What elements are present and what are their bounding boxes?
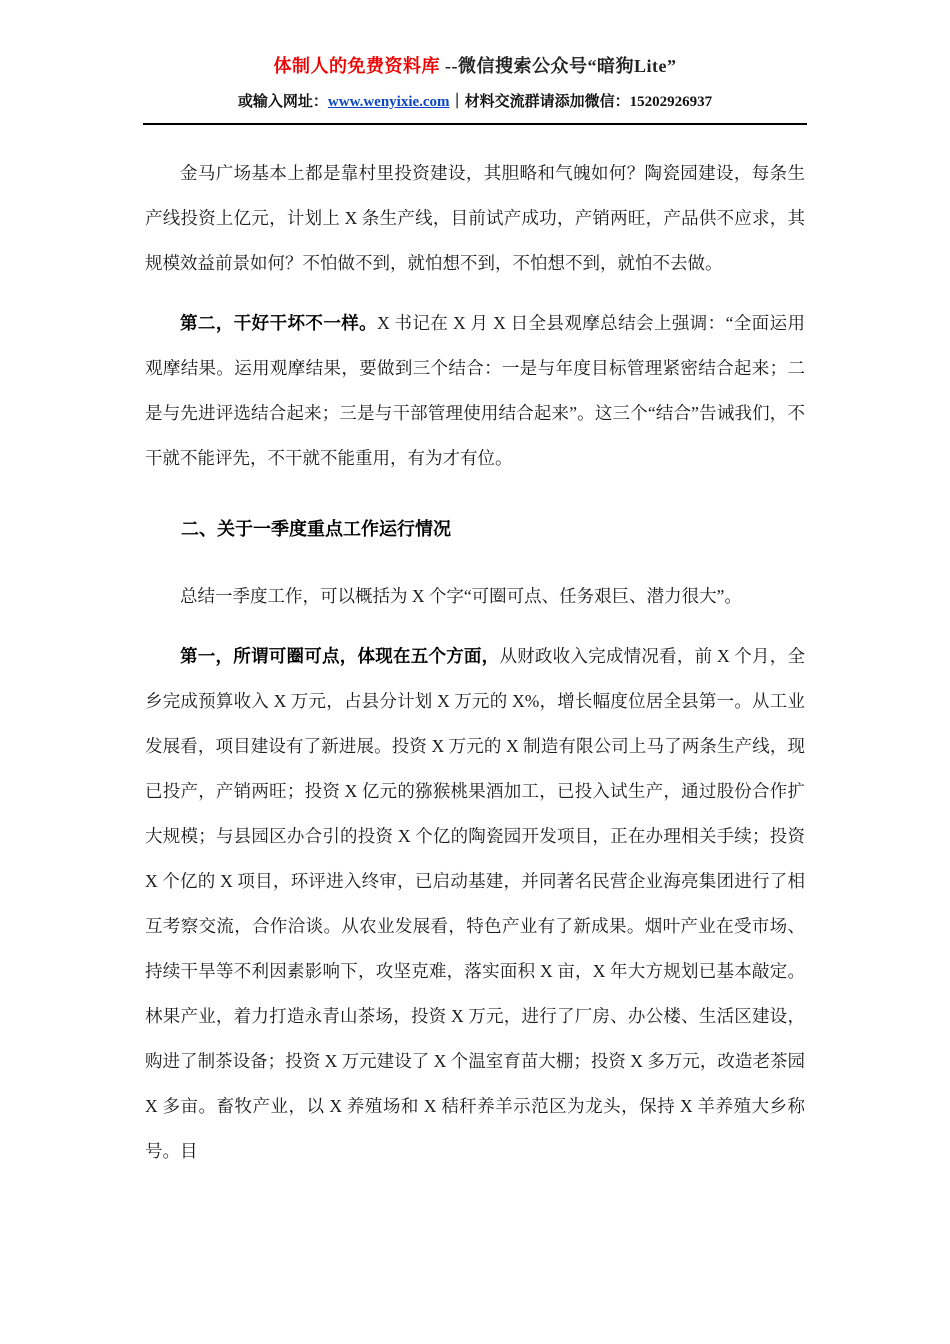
paragraph-1 xyxy=(145,151,805,286)
paragraph-4 xyxy=(145,634,805,1174)
header-line2 xyxy=(0,90,950,111)
contact-wechat-label: 材料交流群请添加微信：15202926937 xyxy=(464,94,713,110)
paragraph-3-text: 总结一季度工作，可以概括为 X 个字“可圈可点、任务艰巨、潜力很大”。 xyxy=(180,586,742,606)
website-link[interactable]: www.wenyixie.com xyxy=(327,94,450,110)
brand-title: 体制人的免费资料库 xyxy=(273,56,440,76)
paragraph-3 xyxy=(145,574,805,619)
url-prompt-label: 或输入网址： xyxy=(237,94,328,110)
document-body xyxy=(145,151,805,1174)
paragraph-2-text: X 书记在 X 月 X 日全县观摩总结会上强调：“全面运用观摩结果。运用观摩结果，要做到三个结合：一是与年度目标管理紧密结合起来；二是与先进评选结合起来；三是与干部管理使用结合起来”。这三个“结合”告诫我们，不干就不能评先，不干就不能重用，有为才有位。 xyxy=(145,313,806,468)
section-heading-2: 二、关于一季度重点工作运行情况 xyxy=(181,519,451,539)
paragraph-1-text: 金马广场基本上都是靠村里投资建设，其胆略和气魄如何？陶瓷园建设，每条生产线投资上亿元，计划上 X 条生产线，目前试产成功，产销两旺，产品供不应求，其规模效益前景如何？不怕做不到，就怕想不到，不怕想不到，就怕不去做。 xyxy=(145,163,805,273)
header-divider xyxy=(143,123,807,125)
header-line1 xyxy=(0,52,950,78)
brand-subtitle: --微信搜索公众号“暗狗Lite” xyxy=(440,56,677,76)
header-separator: ｜ xyxy=(449,94,465,110)
paragraph-4-text: 从财政收入完成情况看，前 X 个月，全乡完成预算收入 X 万元，占县分计划 X 万元的 X%，增长幅度位居全县第一。从工业发展看，项目建设有了新进展。投资 X 万元的 X 制造有限公司上马了两条生产线，现已投产，产销两旺；投资 X 亿元的猕猴桃果酒加工，已投入试生产，通过股份合作扩大规模；与县园区办合引的投资 X 个亿的陶瓷园开发项目，正在办理相关手续；投资 X 个亿的 X 项目，环评进入终审，已启动基建，并同著名民营企业海亮集团进行了相互考察交流，合作洽谈。从农业发展看，特色产业有了新成果。烟叶产业在受市场、持续干旱等不利因素影响下，攻坚克难，落实面积 X 亩，X 年大方规划已基本敲定。林果产业，着力打造永青山茶场，投资 X 万元，进行了厂房、办公楼、生活区建设，购进了制茶设备；投资 X 万元建设了 X 个温室育苗大棚；投资 X 多万元，改造老茶园 X 多亩。畜牧产业，以 X 养殖场和 X 秸秆养羊示范区为龙头，保持 X 羊养殖大乡称号。目 xyxy=(145,646,806,1161)
paragraph-2-lead: 第二，干好干坏不一样。 xyxy=(180,313,378,333)
paragraph-4-lead: 第一，所谓可圈可点，体现在五个方面， xyxy=(180,646,500,666)
paragraph-2 xyxy=(145,301,805,481)
page-header xyxy=(0,0,950,125)
